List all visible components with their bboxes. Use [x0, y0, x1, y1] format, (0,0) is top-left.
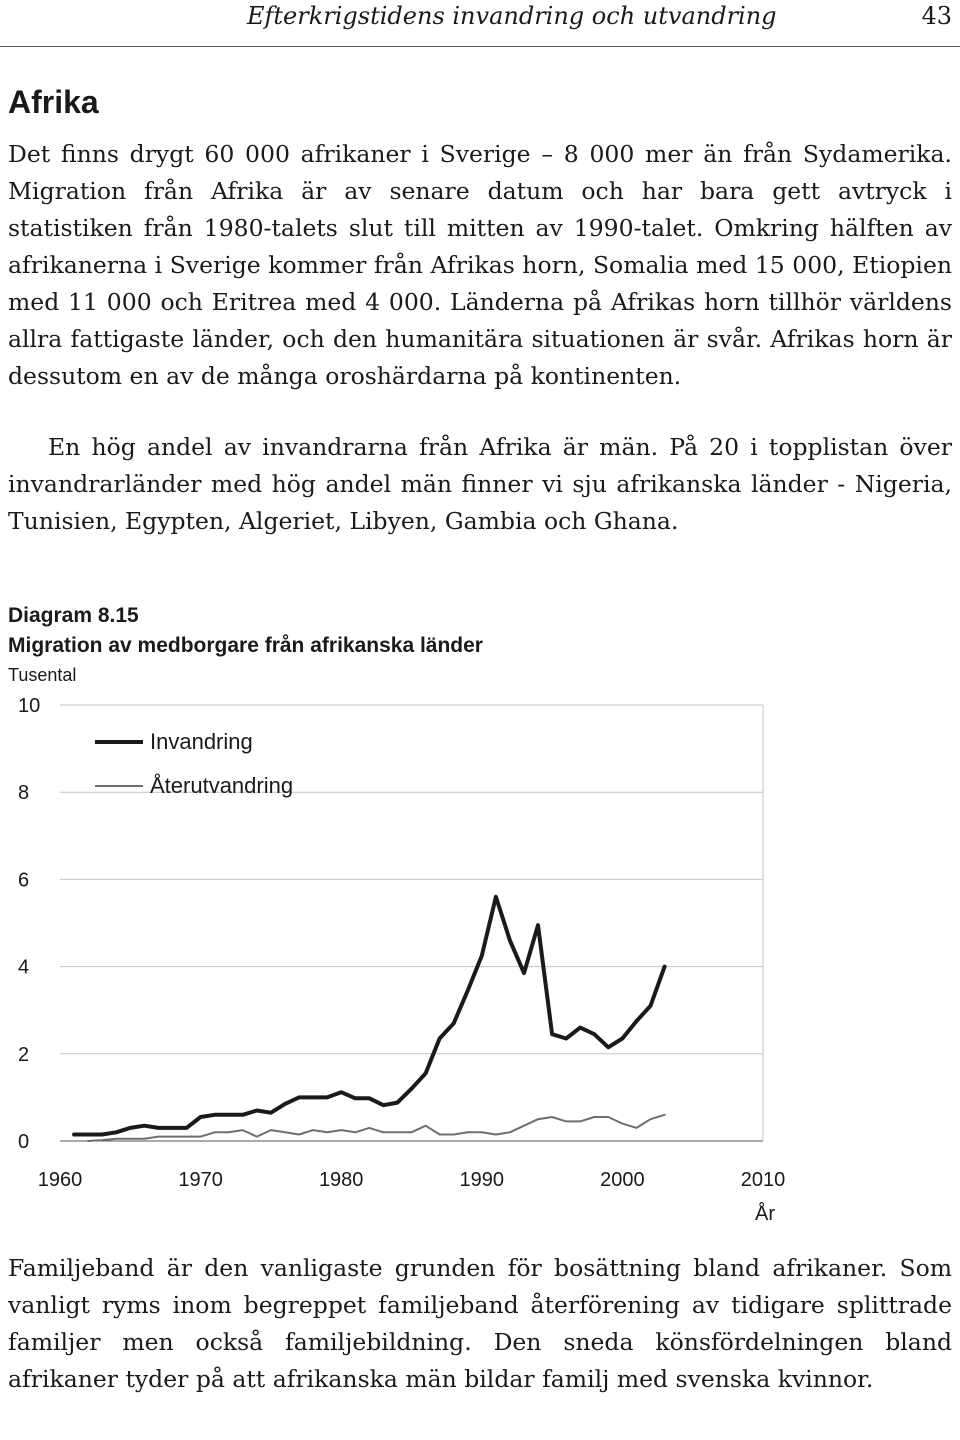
- body-paragraph-1: Det finns drygt 60 000 afrikaner i Sverige – 8 000 mer än från Sydamerika. Migration från Afrika är av senare datum och har bara gett avtryck i statistiken från 1980-talets slut till mitten av 1990-talet. Omkring hälften av afrikanerna i Sverige kommer från Afrikas horn, Somalia med 15 000, Etiopien med 11 000 och Eritrea med 4 000. Länderna på Afrikas horn tillhör världens allra fattigaste länder, och den humanitära situationen är svår. Afrikas horn är dessutom en av de många oroshärdarna på kontinenten.: [8, 140, 952, 390]
- y-axis-unit-label: Tusental: [8, 665, 77, 685]
- legend: [95, 729, 293, 798]
- axes: [60, 705, 763, 1141]
- series-lines: [74, 897, 665, 1141]
- y-tick-label: 8: [18, 782, 30, 805]
- x-axis-label: År: [755, 1203, 775, 1225]
- diagram-title: Migration av medborgare från afrikanska länder: [8, 634, 483, 657]
- x-tick-label: 1960: [37, 1169, 83, 1191]
- y-tick-label: 0: [18, 1131, 30, 1153]
- x-tick-label: 1990: [459, 1169, 505, 1191]
- legend-label: Invandring: [150, 729, 253, 754]
- y-tick-label: 2: [18, 1043, 30, 1066]
- body-paragraph-2: En hög andel av invandrarna från Afrika är män. På 20 i topplistan över invandrarländer med hög andel män finner vi sju afrikanska länder - Nigeria, Tunisien, Egypten, Algeriet, Libyen, Gambia och Ghana.: [8, 433, 952, 535]
- x-tick-label: 1970: [178, 1169, 223, 1191]
- section-heading: Afrika: [8, 84, 99, 120]
- x-tick-label: 2000: [600, 1169, 645, 1191]
- y-tick-label: 6: [18, 869, 30, 892]
- running-header: [0, 0, 960, 47]
- y-tick-label: 10: [18, 695, 41, 717]
- body-paragraph-3: Familjeband är den vanligaste grunden för bosättning bland afrikaner. Som vanligt ryms inom begreppet familjeband återförening av tidigare splittrade familjer men också familjebildning. Den sneda könsfördelningen bland afrikaner tyder på att afrikanska män bildar familj med svenska kvinnor.: [8, 1254, 952, 1393]
- running-title: Efterkrigstidens invandring och utvandring: [247, 2, 777, 30]
- tick-labels: [18, 695, 785, 1191]
- x-tick-label: 1980: [318, 1169, 364, 1191]
- gridlines: [60, 705, 763, 1054]
- chart-svg: [0, 660, 960, 1230]
- diagram-label: Diagram 8.15: [8, 604, 139, 627]
- legend-label: Återutvandring: [150, 773, 294, 798]
- y-tick-label: 4: [18, 956, 30, 979]
- page-number: 43: [921, 2, 952, 30]
- migration-chart: [0, 660, 960, 1230]
- x-tick-label: 2010: [740, 1169, 786, 1191]
- series-invandring-line: [74, 897, 665, 1135]
